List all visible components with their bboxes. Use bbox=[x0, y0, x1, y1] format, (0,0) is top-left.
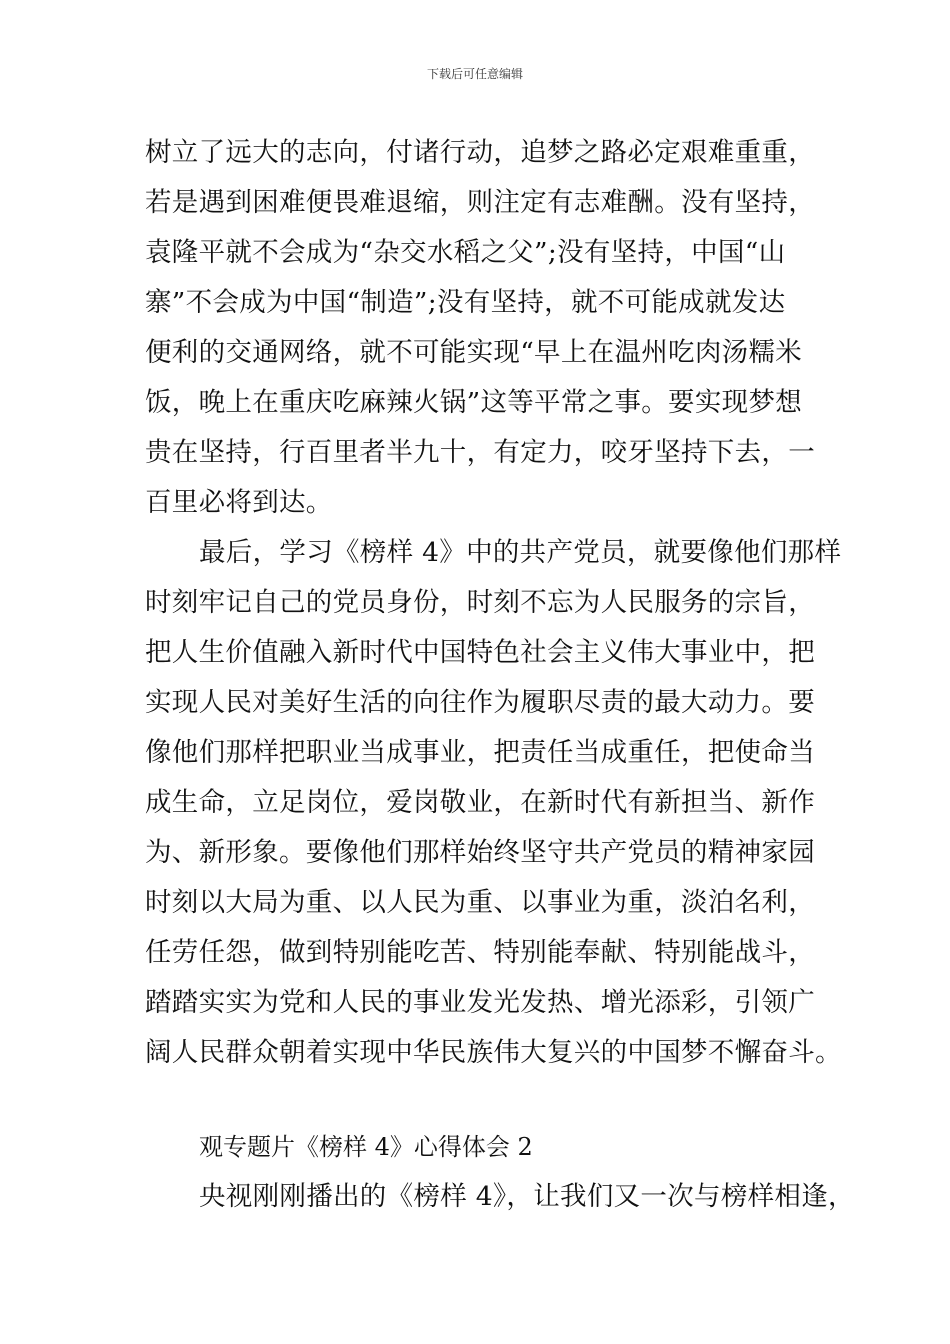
page-header: 下载后可任意编辑 bbox=[426, 67, 523, 81]
paragraph-line: 时刻牢记自己的党员身份，时刻不忘为人民服务的宗旨， bbox=[145, 587, 815, 618]
section-heading: 观专题片《榜样 4》心得体会 2 bbox=[199, 1133, 533, 1161]
paragraph-line: 实现人民对美好生活的向往作为履职尽责的最大动力。要 bbox=[145, 687, 815, 718]
paragraph-line: 央视刚刚播出的《榜样 4》，让我们又一次与榜样相逢， bbox=[199, 1181, 855, 1212]
paragraph-line: 便利的交通网络，就不可能实现“早上在温州吃肉汤糯米 bbox=[145, 337, 803, 368]
paragraph-line: 饭，晚上在重庆吃麻辣火锅”这等平常之事。要实现梦想 bbox=[145, 387, 803, 418]
paragraph-line: 为、新形象。要像他们那样始终坚守共产党员的精神家园 bbox=[145, 837, 815, 868]
main-body bbox=[145, 128, 842, 1078]
paragraph-line: 把人生价值融入新时代中国特色社会主义伟大事业中，把 bbox=[145, 637, 815, 668]
paragraph-line: 成生命，立足岗位，爱岗敬业，在新时代有新担当、新作 bbox=[145, 787, 815, 818]
paragraph-line: 袁隆平就不会成为“杂交水稻之父”;没有坚持，中国“山 bbox=[145, 237, 786, 268]
paragraph-line: 阔人民群众朝着实现中华民族伟大复兴的中国梦不懈奋斗。 bbox=[145, 1037, 842, 1068]
paragraph-line: 若是遇到困难便畏难退缩，则注定有志难酬。没有坚持， bbox=[145, 187, 815, 218]
paragraph-1 bbox=[145, 128, 825, 528]
paragraph-3 bbox=[145, 1172, 855, 1222]
paragraph-line: 百里必将到达。 bbox=[145, 487, 333, 518]
paragraph-2 bbox=[145, 528, 842, 1078]
paragraph-line: 像他们那样把职业当成事业，把责任当成重任，把使命当 bbox=[145, 737, 815, 768]
paragraph-line: 树立了远大的志向，付诸行动，追梦之路必定艰难重重， bbox=[145, 137, 815, 168]
paragraph-line: 最后，学习《榜样 4》中的共产党员，就要像他们那样 bbox=[199, 537, 842, 568]
paragraph-line: 踏踏实实为党和人民的事业发光发热、增光添彩，引领广 bbox=[145, 987, 815, 1018]
paragraph-line: 寨”不会成为中国“制造”;没有坚持，就不可能成就发达 bbox=[145, 287, 786, 318]
paragraph-line: 任劳任怨，做到特别能吃苦、特别能奉献、特别能战斗， bbox=[145, 937, 815, 968]
paragraph-line: 贵在坚持，行百里者半九十，有定力，咬牙坚持下去，一 bbox=[145, 437, 815, 468]
paragraph-line: 时刻以大局为重、以人民为重、以事业为重，淡泊名利， bbox=[145, 887, 815, 918]
